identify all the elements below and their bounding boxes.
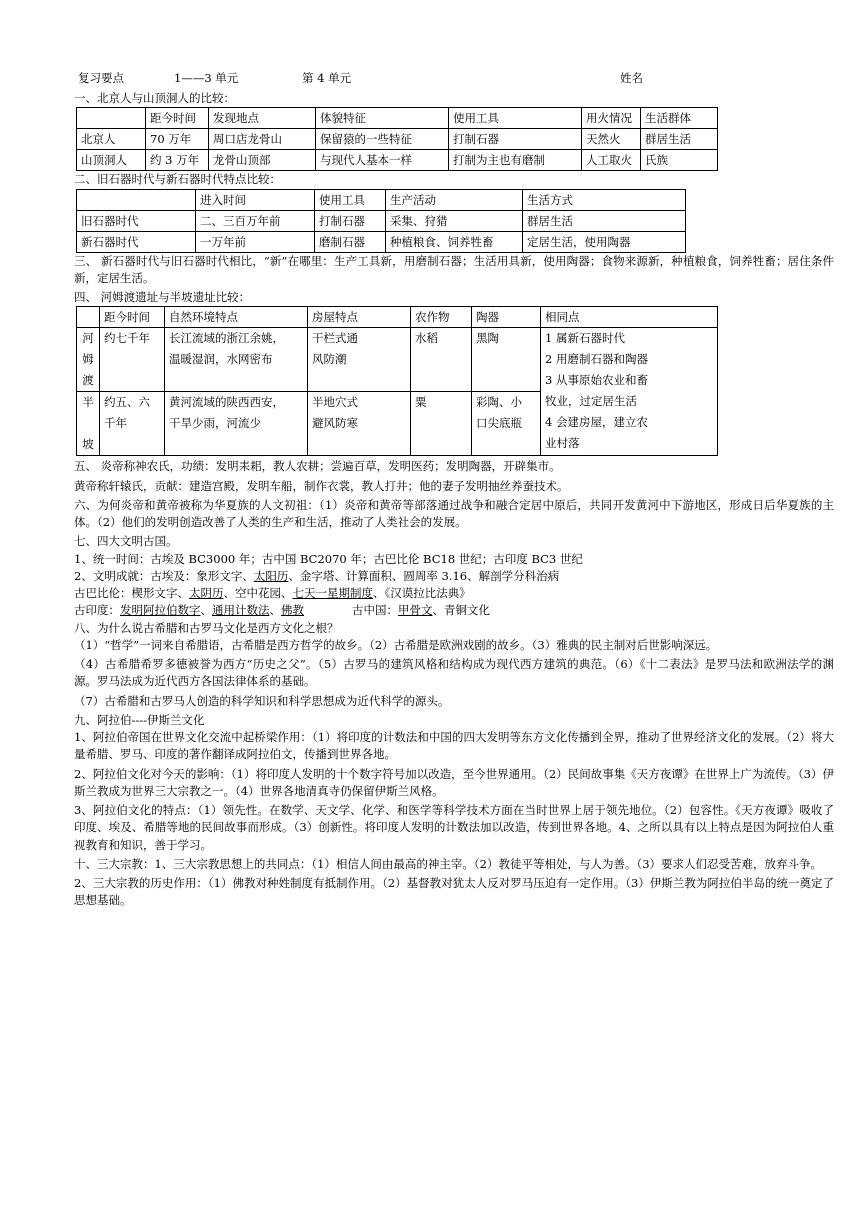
section-7-title: 七、四大文明古国。 (74, 534, 178, 549)
table-hemudu-banpo (76, 306, 718, 456)
header-unit4: 第 4 单元 (302, 71, 352, 85)
table-cell: 新石器时代 (77, 231, 196, 252)
section-5-huangdi: 黄帝称轩辕氏，贡献：建造宫殿，发明车船，制作衣裳，教人打井；他的妻子发明抽丝养蚕技术。 (74, 478, 569, 493)
table-cell: 黄河流域的陕西西安， 干旱少雨，河流少 (165, 392, 308, 456)
table-cell: 干栏式通 风防潮 (308, 328, 411, 392)
table-cell: 彩陶、小 口尖底瓶 (472, 392, 541, 456)
table-cell: 使用工具 (449, 108, 582, 129)
header (74, 70, 834, 90)
table-cell: 旧石器时代 (77, 210, 196, 231)
header-name: 姓名 (620, 71, 643, 85)
table-cell (77, 108, 146, 129)
table-cell: 陶器 (472, 307, 541, 328)
section-9-para-3: 3、阿拉伯文化的特点：（1）领先性。在数学、天文学、化学、和医学等科学技术方面在当时世界上居于领先地位。（2）包容性。《天方夜谭》吸收了印度、埃及、希腊等地的民间故事而形成。（3）创新性。将印度人发明的计数法加以改造，传到世界各地。4、之所以具有以上特点是因为阿拉伯人重视教育和知识，善于学习。 (74, 803, 834, 852)
common-points: 1 属新石器时代 2 用磨制石器和陶器 3 从事原始农业和畜 牧业，过定居生活 4 会建房屋，建立农 业村落 (541, 328, 718, 456)
header-units: 1——3 单元 (174, 71, 239, 85)
table-cell: 氏族 (641, 150, 718, 171)
table-cell: 半地穴式 避风防寒 (308, 392, 411, 456)
table-cell: 龙骨山顶部 (209, 150, 316, 171)
table-header-row (77, 189, 686, 210)
section-1-title: 一、北京人与山顶洞人的比较： (74, 91, 235, 105)
table-row (77, 150, 718, 171)
section-9-para-2: 2、阿拉伯文化对今天的影响：（1）将印度人发明的十个数字符号加以改造，至今世界通用。（2）民间故事集《天方夜谭》在世界上广为流传。（3）伊斯兰教成为世界三大宗教之一。（4）世界各地清真寺仍保留伊斯兰风格。 (74, 766, 834, 798)
table-cell: 与现代人基本一样 (316, 150, 449, 171)
table-cell: 生活方式 (523, 189, 686, 210)
section-9-para-1: 1、阿拉伯帝国在世界文化交流中起桥梁作用：（1）将印度的计数法和中国的四大发明等东方文化传播到全界，推动了世界经济文化的发展。（2）将大量希腊、罗马、印度的著作翻译成阿拉伯文，传播到世界各地。 (74, 730, 834, 762)
section-4-title: 四、 河姆渡遗址与半坡遗址比较： (74, 290, 251, 304)
table-cell: 黑陶 (472, 328, 541, 392)
table-cell: 发现地点 (209, 108, 316, 129)
table-cell: 生产活动 (386, 189, 523, 210)
table-cell: 群居生活 (641, 129, 718, 150)
table-row (77, 129, 718, 150)
table-cell: 保留猿的一些特征 (316, 129, 449, 150)
table-cell: 距今时间 (100, 307, 165, 328)
table-cell: 粟 (411, 392, 472, 456)
section-10-para-1: 十、三大宗教：1、三大宗教思想上的共同点：（1）相信人间由最高的神主宰。（2）教徒平等相处，与人为善。（3）要求人们忍受苦难，放弃斗争。 (74, 856, 823, 871)
table-cell: 天然火 (582, 129, 641, 150)
table-cell: 自然环境特点 (165, 307, 308, 328)
table-cell: 打制石器 (315, 210, 386, 231)
section-7-line-1: 1、统一时间：古埃及 BC3000 年；古中国 BC2070 年；古巴比伦 BC18 世纪；古印度 BC3 世纪 (74, 551, 583, 566)
table-cell: 用火情况 (582, 108, 641, 129)
table-cell: 一万年前 (196, 231, 315, 252)
document-content (74, 70, 834, 912)
table-cell: 使用工具 (315, 189, 386, 210)
table-cell: 进入时间 (196, 189, 315, 210)
section-5-yandi: 五、 炎帝称神农氏，功绩：发明耒耜，教人农耕；尝遍百草，发明医药；发明陶器，开辟集市。 (74, 459, 561, 474)
table-cell: 二、三百万年前 (196, 210, 315, 231)
site-name-banpo: 半 坡 (77, 392, 100, 456)
section-8-title: 八、为什么说古希腊和古罗马文化是西方文化之根？ (74, 620, 339, 635)
table-beijing-shandingdong (76, 107, 718, 171)
section-2-title: 二、旧石器时代与新石器时代特点比较： (74, 172, 281, 187)
site-name-hemudu: 河 姆 渡 (77, 328, 100, 392)
table-cell: 定居生活，使用陶器 (523, 231, 686, 252)
table-cell: 农作物 (411, 307, 472, 328)
table-row (77, 231, 686, 252)
table-cell: 体貌特征 (316, 108, 449, 129)
table-header-row (77, 108, 718, 129)
section-7-line-3: 古巴比伦：楔形文字、太阴历、空中花园、七天一星期制度、《汉谟拉比法典》 (74, 586, 471, 600)
table-cell: 约七千年 (100, 328, 165, 392)
table-cell: 周口店龙骨山 (209, 129, 316, 150)
table-cell: 人工取火 (582, 150, 641, 171)
table-cell: 房屋特点 (308, 307, 411, 328)
table-cell: 群居生活 (523, 210, 686, 231)
section-7-line-2: 2、文明成就：古埃及：象形文字、太阳历、金字塔、计算面积、圆周率 3.16、解剖学分科治病 (74, 568, 560, 583)
table-cell: 水稻 (411, 328, 472, 392)
table-cell: 70 万年 (146, 129, 209, 150)
table-cell: 约五、六 千年 (100, 392, 165, 456)
table-cell (77, 307, 100, 328)
table-cell: 生活群体 (641, 108, 718, 129)
section-9-title: 九、阿拉伯----伊斯兰文化 (74, 712, 205, 727)
section-3-text: 三、 新石器时代与旧石器时代相比，“新”在哪里：生产工具新，用磨制石器；生活用具新，使用陶器；食物来源新，种植粮食，饲养牲畜；居住条件新，定居生活。 (74, 253, 834, 285)
table-cell: 北京人 (77, 129, 146, 150)
table-cell: 采集、狩猎 (386, 210, 523, 231)
section-8-para-2: （4）古希腊希罗多德被誉为西方“历史之父”。（5）古罗马的建筑风格和结构成为现代西方建筑的典范。（6）《十二表法》是罗马法和欧洲法学的渊源。罗马法成为近代西方各国法律体系的基础。 (74, 657, 834, 689)
table-cell: 约 3 万年 (146, 150, 209, 171)
table-cell: 种植粮食、饲养牲畜 (386, 231, 523, 252)
table-row (77, 210, 686, 231)
table-cell: 磨制石器 (315, 231, 386, 252)
section-8-para-3: （7）古希腊和古罗马人创造的科学知识和科学思想成为近代科学的源头。 (74, 693, 450, 708)
table-cell: 相同点 (541, 307, 718, 328)
header-review: 复习要点 (78, 71, 124, 85)
section-6-text: 六、为何炎帝和黄帝被称为华夏族的人文初祖：（1）炎帝和黄帝等部落通过战争和融合定居中原后，共同开发黄河中下游地区，形成日后华夏族的主体。（2）他们的发明创造改善了人类的生产和生活，推动了人类社会的发展。 (74, 497, 834, 529)
table-cell: 距今时间 (146, 108, 209, 129)
table-cell: 长江流域的浙江余姚， 温暖湿润，水网密布 (165, 328, 308, 392)
table-stone-age (76, 189, 686, 253)
table-header-row (77, 307, 718, 328)
table-cell (77, 189, 196, 210)
section-10-para-2: 2、三大宗教的历史作用：（1）佛教对种姓制度有抵制作用。（2）基督教对犹太人反对罗马压迫有一定作用。（3）伊斯兰教为阿拉伯半岛的统一奠定了思想基础。 (74, 876, 834, 908)
section-8-para-1: （1）“哲学”一词来自希腊语，古希腊是西方哲学的故乡。（2）古希腊是欧洲戏剧的故乡。（3）雅典的民主制对后世影响深远。 (74, 637, 718, 652)
table-cell: 山顶洞人 (77, 150, 146, 171)
table-cell: 打制为主也有磨制 (449, 150, 582, 171)
section-7-line-4: 古印度：发明阿拉伯数字、通用计数法、佛教 古中国：甲骨文、青铜文化 (74, 603, 490, 618)
table-row-hemudu (77, 328, 718, 392)
table-cell: 打制石器 (449, 129, 582, 150)
